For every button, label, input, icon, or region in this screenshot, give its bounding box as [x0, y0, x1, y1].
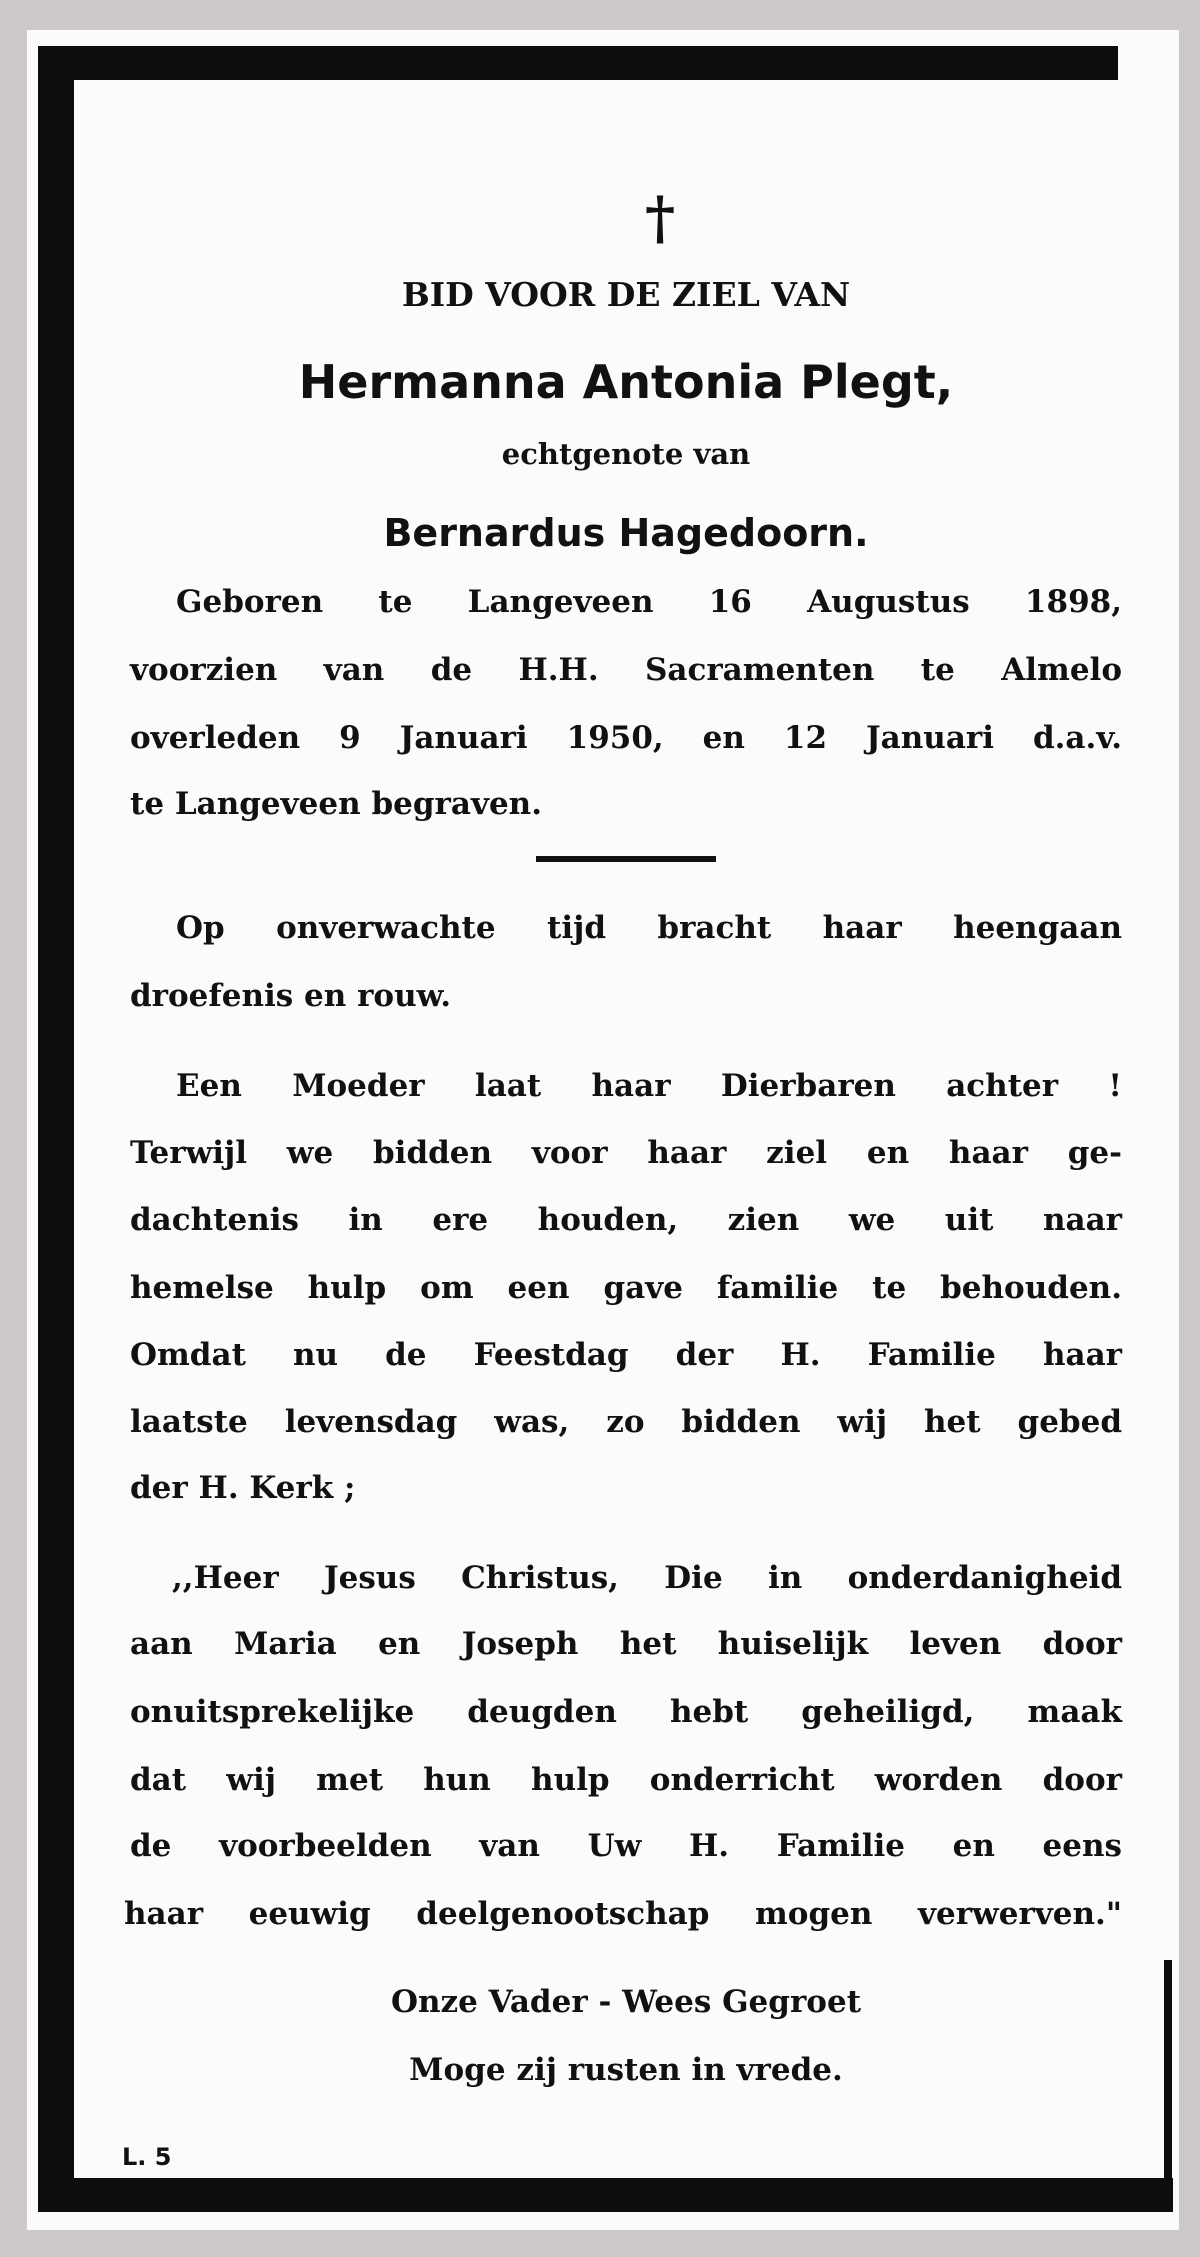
prayer-line: ,,Heer Jesus Christus, Die in onderdanigheid: [172, 1560, 1122, 1596]
mourning-border-left: [38, 46, 74, 2212]
cross-icon: †: [644, 184, 676, 252]
text-line: dachtenis in ere houden, zien we uit naar: [130, 1202, 1122, 1238]
text-line: Terwijl we bidden voor haar ziel en haar ge-: [130, 1135, 1122, 1171]
text-line: Omdat nu de Feestdag der H. Familie haar: [130, 1337, 1122, 1373]
bio-line: Geboren te Langeveen 16 Augustus 1898,: [176, 584, 1122, 620]
mourning-border-top: [38, 46, 1118, 80]
closing-blessing: Moge zij rusten in vrede.: [409, 2052, 843, 2088]
text-line: hemelse hulp om een gave familie te behouden.: [130, 1270, 1122, 1306]
spouse-name: Bernardus Hagedoorn.: [383, 511, 869, 555]
text-line: Een Moeder laat haar Dierbaren achter !: [176, 1068, 1122, 1104]
mourning-border-right: [1164, 1960, 1172, 2210]
deceased-name: Hermanna Antonia Plegt,: [298, 355, 954, 409]
closing-prayers: Onze Vader - Wees Gegroet: [390, 1984, 862, 2020]
prayer-line: haar eeuwig deelgenootschap mogen verwerven.": [124, 1896, 1122, 1932]
print-mark: L. 5: [122, 2143, 172, 2171]
prayer-line: de voorbeelden van Uw H. Familie en eens: [130, 1828, 1122, 1864]
text-line: der H. Kerk ;: [130, 1470, 356, 1506]
bio-line: voorzien van de H.H. Sacramenten te Almelo: [130, 652, 1122, 688]
prayer-line: dat wij met hun hulp onderricht worden door: [130, 1762, 1122, 1798]
relation: echtgenote van: [501, 437, 751, 471]
prayer-line: aan Maria en Joseph het huiselijk leven door: [130, 1626, 1122, 1662]
text-line: Op onverwachte tijd bracht haar heengaan: [176, 910, 1122, 946]
prayer-line: onuitsprekelijke deugden hebt geheiligd, maak: [130, 1694, 1122, 1730]
divider: [536, 856, 716, 862]
bio-line: overleden 9 Januari 1950, en 12 Januari d.a.v.: [130, 720, 1122, 756]
text-line: laatste levensdag was, zo bidden wij het gebed: [130, 1404, 1122, 1440]
bio-line: te Langeveen begraven.: [130, 786, 543, 822]
mourning-border-bottom: [38, 2178, 1173, 2212]
text-line: droefenis en rouw.: [130, 978, 451, 1014]
heading: BID VOOR DE ZIEL VAN: [401, 275, 851, 314]
